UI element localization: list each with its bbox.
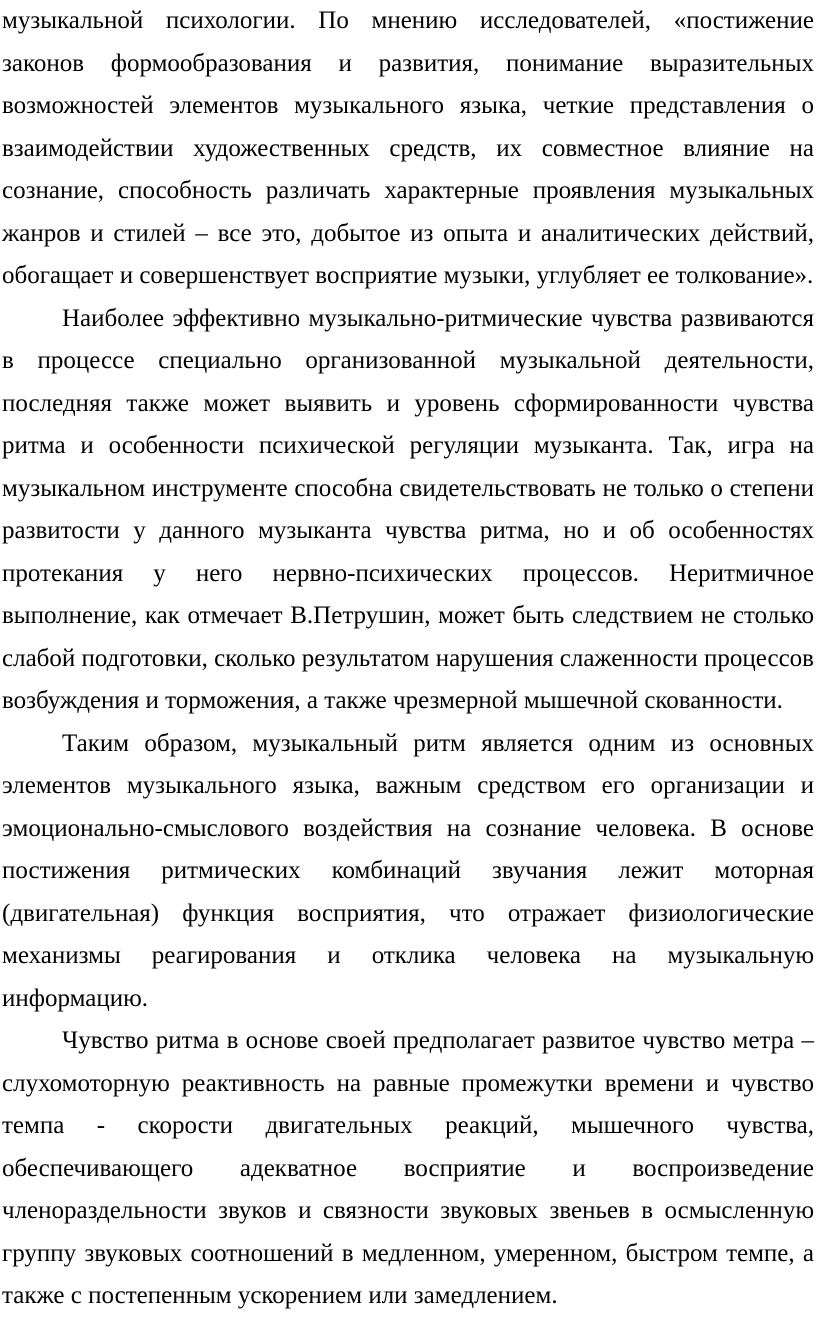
paragraph-rhythm-development: Наиболее эффективно музыкально-ритмические чувства развиваются в процессе специально организованной музыкальной деятельности, последняя также может выявить и уровень сформированности чувства ритма и особенности психической регуляции музыканта. Так, игра на музыкальном инструменте способна свидетельствовать не только о степени развитости у данного музыканта чувства ритма, но и об особенностях протекания у него нервно-психических процессов. Неритмичное выполнение, как отмечает В.Петрушин, может быть следствием не столько слабой подготовки, сколько результатом нарушения слаженности процессов возбуждения и торможения, а также чрезмерной мышечной скованности. — [2, 304, 814, 714]
document-page — [2, 0, 814, 1318]
paragraph-sense-of-rhythm: Чувство ритма в основе своей предполагает развитое чувство метра – слухомоторную реактивность на равные промежутки времени и чувство темпа - скорости двигательных реакций, мышечного чувства, обеспечивающего адекватное восприятие и воспроизведение членораздельности звуков и связности звуковых звеньев в осмысленную группу звуковых соотношений в медленном, умеренном, быстром темпе, а также с постепенным ускорением или замедлением. — [2, 1027, 814, 1309]
paragraph-continuation: музыкальной психологии. По мнению исследователей, «постижение законов формообразования и развития, понимание выразительных возможностей элементов музыкального языка, четкие представления о взаимодействии художественных средств, их совместное влияние на сознание, способность различать характерные проявления музыкальных жанров и стилей – все это, добытое из опыта и аналитических действий, обогащает и совершенствует восприятие музыки, углубляет ее толкование». — [2, 7, 814, 289]
paragraph-musical-rhythm: Таким образом, музыкальный ритм является одним из основных элементов музыкального языка, важным средством его организации и эмоционально-смыслового воздействия на сознание человека. В основе постижения ритмических комбинаций звучания лежит моторная (двигательная) функция восприятия, что отражает физиологические механизмы реагирования и отклика человека на музыкальную информацию. — [2, 729, 814, 1012]
